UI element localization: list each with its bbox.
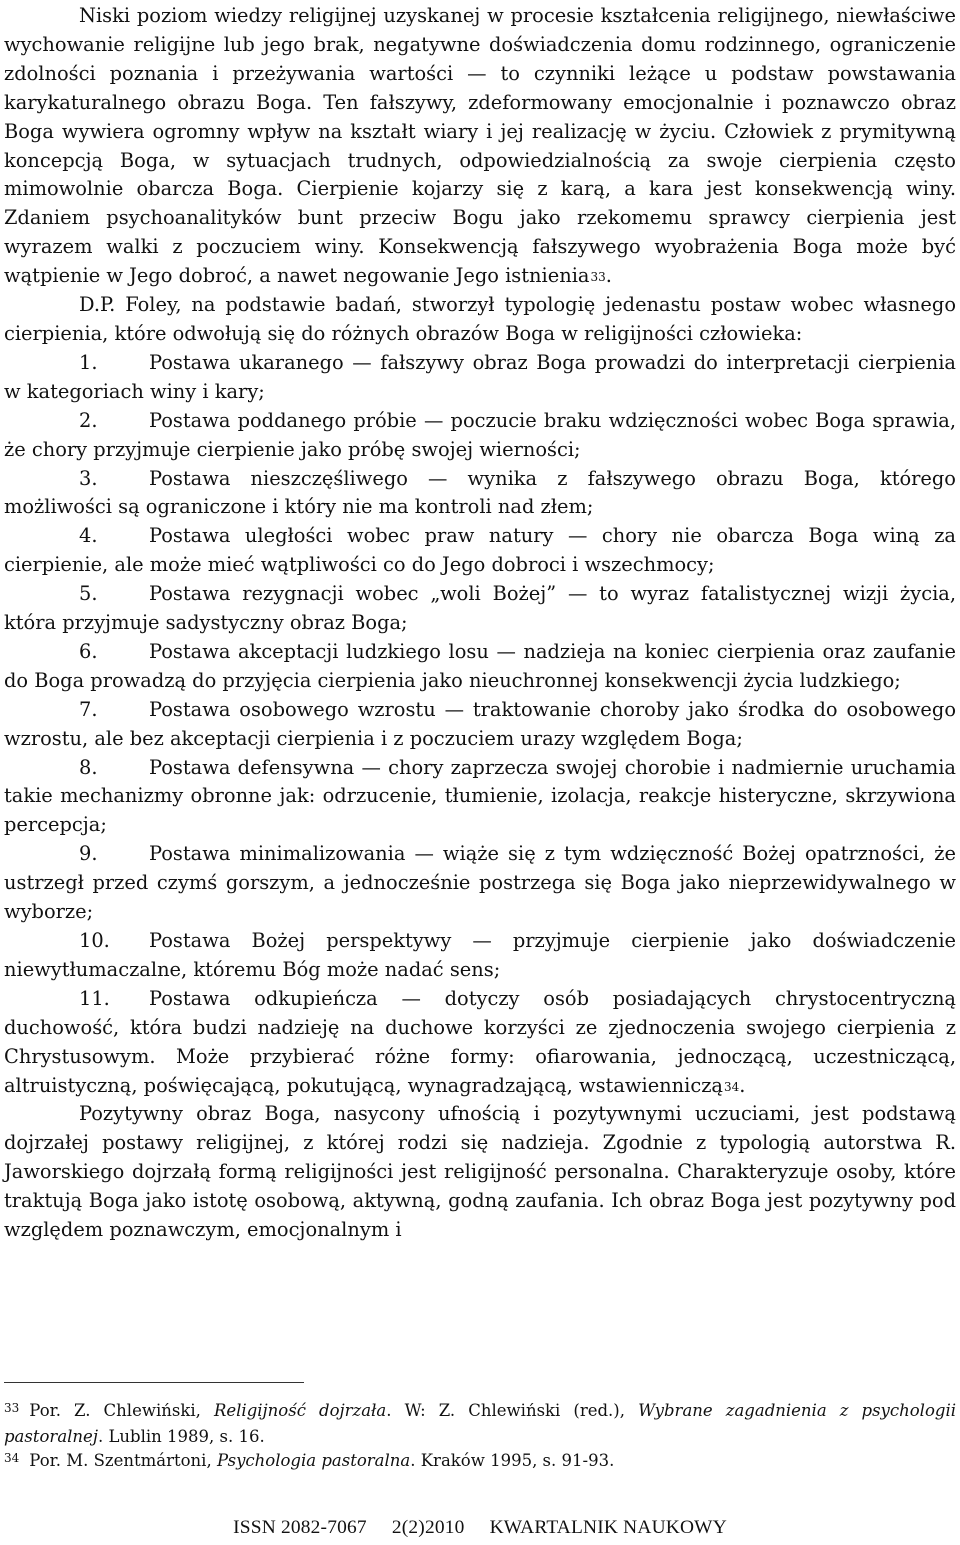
footnote-title: Wybrane zagadnienia z psychologii pastoralnej xyxy=(4,1401,957,1446)
page-footer xyxy=(0,1516,960,1540)
list-item-number: 7. xyxy=(79,697,98,721)
list-item-text: Postawa rezygnacji wobec „woli Bożej” — to wyraz fatalistycznej wizji życia, która przyjmuje sadystyczny obraz Boga; xyxy=(4,582,956,635)
footnote-text: . W: Z. Chlewiński (red.), xyxy=(386,1401,639,1420)
footnote-ref-34[interactable]: 34 xyxy=(724,1079,740,1094)
list-item-number: 5. xyxy=(79,582,98,606)
paragraph-3: Pozytywny obraz Boga, nasycony ufnością i pozytywnymi uczuciami, jest podstawą dojrzałej postawy religijnej, z której rodzi się nadzieja. Zgodnie z typologią autorstwa R. Jaworskiego dojrzałą formą religijności jest religijność personalna. Charakteryzuje osoby, które traktują Boga jako istotę osobową, aktywną, godną zaufania. Ich obraz Boga jest pozytywny pod względem poznawczym, emocjonalnym i xyxy=(4,1102,956,1242)
list-item xyxy=(4,465,956,523)
list-item-text: Postawa nieszczęśliwego — wynika z fałszywego obrazu Boga, którego możliwości są ograniczone i który nie ma kontroli nad złem; xyxy=(4,466,956,519)
list-item xyxy=(4,985,956,1101)
list-item xyxy=(4,349,956,407)
footnote-text: . Kraków 1995, s. 91-93. xyxy=(410,1451,615,1470)
footnote-number: 34 xyxy=(4,1451,20,1465)
list-item-text: Postawa Bożej perspektywy — przyjmuje cierpienie jako doświadczenie niewytłumaczalne, któremu Bóg może nadać sens; xyxy=(4,929,956,981)
list-item-number: 1. xyxy=(79,350,98,374)
footnote-text: Por. M. Szentmártoni, xyxy=(29,1451,217,1470)
footnotes xyxy=(4,1382,956,1475)
footnote-text: . Lublin 1989, s. 16. xyxy=(97,1426,265,1446)
footnote-number: 33 xyxy=(4,1401,20,1415)
list-item-text: Postawa akceptacji ludzkiego losu — nadzieja na koniec cierpienia oraz zaufanie do Boga prowadzą do przyjęcia cierpienia jako nieuchronnej konsekwencji życia ludzkiego; xyxy=(4,639,956,692)
list-item-text: Postawa ukaranego — fałszywy obraz Boga prowadzi do interpretacji cierpienia w kategoriach winy i kary; xyxy=(4,350,956,403)
paragraph-1-end: . xyxy=(605,264,612,288)
attitude-list xyxy=(4,349,956,1101)
list-item xyxy=(4,754,956,841)
list-item-number: 9. xyxy=(79,842,98,866)
footnote-divider xyxy=(4,1382,304,1383)
footnote-text: Por. Z. Chlewiński, xyxy=(29,1401,214,1420)
list-item-number: 11. xyxy=(79,986,110,1010)
list-item xyxy=(4,638,956,696)
list-item-text: Postawa poddanego próbie — poczucie braku wdzięczności wobec Boga sprawia, że chory przyjmuje cierpienie jako próbę swojej wierności; xyxy=(4,408,956,461)
footer-issn: ISSN 2082-7067 xyxy=(233,1517,367,1538)
list-item-number: 4. xyxy=(79,524,98,548)
footnote-title: Psychologia pastoralna xyxy=(216,1451,411,1470)
list-item xyxy=(4,407,956,465)
paragraph-1-text: Niski poziom wiedzy religijnej uzyskanej w procesie kształcenia religijnego, niewłaściwe wychowanie religijne lub jego brak, negatywne doświadczenia domu rodzinnego, ograniczenie zdolności poznania i przeżywania wartości — to czynniki leżące u podstaw powstawania karykaturalnego obrazu Boga. Ten fałszywy, zdeformowany emocjonalnie i poznawczo obraz Boga wywiera ogromny wpływ na kształt wiary i jej realizację w życiu. Człowiek z prymitywną koncepcją Boga, w sytuacjach trudnych, odpowiedzialnością za swoje cierpienia często mimowolnie obarcza Boga. Cierpienie kojarzy się z karą, a kara jest konsekwencją winy. Zdaniem psychoanalityków bunt przeciw Bogu jako rzekomemu sprawcy cierpienia jest wyrazem walki z poczuciem winy. Konsekwencją fałszywego wyobrażenia Boga może być wątpienie w Jego dobroć, a nawet negowanie Jego istnienia xyxy=(4,4,956,288)
footnote-title: Religijność dojrzała xyxy=(213,1401,387,1420)
list-item-text: Postawa minimalizowania — wiąże się z tym wdzięczność Bożej opatrzności, że ustrzegł przed czymś gorszym, a jednocześnie postrzega się Boga jako nieprzewidywalnego w wyborze; xyxy=(4,842,956,924)
list-item-text: Postawa odkupieńcza — dotyczy osób posiadających chrystocentryczną duchowość, która budzi nadzieję na duchowe korzyści ze zjednoczenia swojego cierpienia z Chrystusowym. Może przybierać różne formy: ofiarowania, jednoczącą, uczestniczącą, altruistyczną, poświęcającą, pokutującą, wynagradzającą, wstawienniczą xyxy=(4,986,956,1097)
paragraph-1 xyxy=(4,2,956,291)
footnote-ref-33[interactable]: 33 xyxy=(590,270,606,285)
page-body xyxy=(4,2,956,1245)
footnote-34 xyxy=(4,1449,956,1475)
footer-issue: 2(2)2010 xyxy=(391,1517,465,1538)
list-item xyxy=(4,927,956,985)
list-item-text: Postawa uległości wobec praw natury — chory nie obarcza Boga winą za cierpienie, ale może mieć wątpliwości co do Jego dobroci i wszechmocy; xyxy=(4,524,956,577)
list-item-end: . xyxy=(739,1073,746,1097)
list-item-number: 3. xyxy=(79,466,98,490)
footnote-33 xyxy=(4,1399,956,1449)
list-item-number: 10. xyxy=(79,929,110,952)
list-item-number: 2. xyxy=(79,408,98,432)
list-item-text: Postawa defensywna — chory zaprzecza swojej chorobie i nadmiernie uruchamia takie mechanizmy obronne jak: odrzucenie, tłumienie, izolacja, reakcje histeryczne, skrzywiona percepcja; xyxy=(4,755,956,837)
list-item-text: Postawa osobowego wzrostu — traktowanie choroby jako środka do osobowego wzrostu, ale bez akceptacji cierpienia i z poczuciem urazy względem Boga; xyxy=(4,697,956,750)
list-item xyxy=(4,696,956,754)
list-item xyxy=(4,580,956,638)
paragraph-2: D.P. Foley, na podstawie badań, stworzył typologię jedenastu postaw wobec własnego cierpienia, które odwołują się do różnych obrazów Boga w religijności człowieka: xyxy=(4,293,956,345)
list-item-number: 8. xyxy=(79,755,98,779)
list-item-number: 6. xyxy=(79,639,98,663)
list-item xyxy=(4,522,956,580)
footer-journal: KWARTALNIK NAUKOWY xyxy=(489,1517,727,1538)
list-item xyxy=(4,840,956,927)
